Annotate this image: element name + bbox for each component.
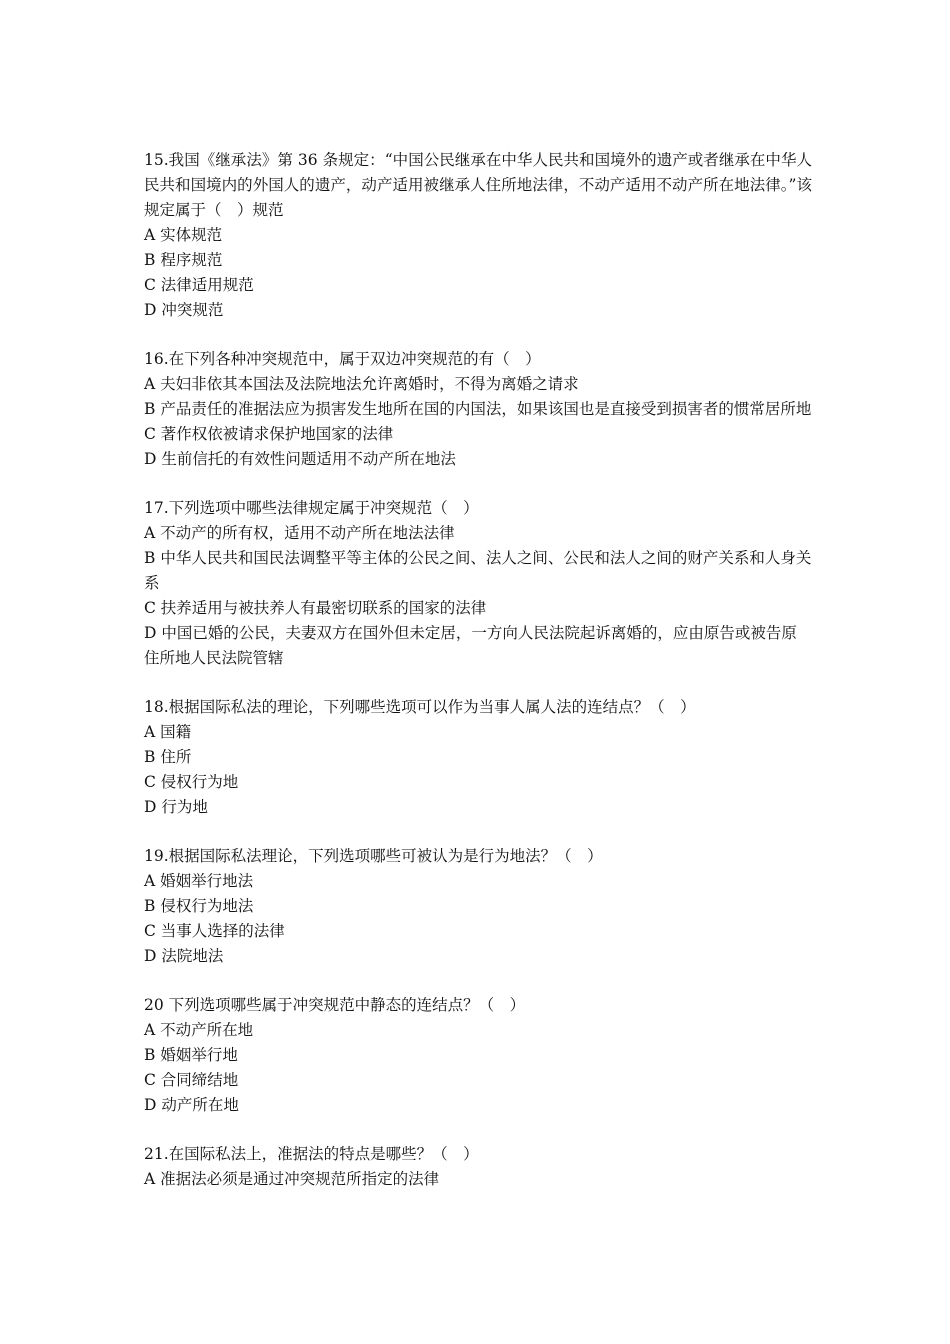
option-d: D 中国已婚的公民，夫妻双方在国外但未定居，一方向人民法院起诉离婚的，应由原告或被告原住所地人民法院管辖 — [144, 624, 797, 667]
question-18 — [144, 695, 812, 820]
option-d: D 冲突规范 — [144, 301, 224, 319]
option-c: C 著作权依被请求保护地国家的法律 — [144, 425, 394, 443]
question-stem: 17.下列选项中哪些法律规定属于冲突规范（ ） — [144, 499, 479, 517]
option-b: B 婚姻举行地 — [144, 1046, 238, 1064]
option-c: C 侵权行为地 — [144, 773, 239, 791]
option-a: A 不动产的所有权，适用不动产所在地法法律 — [144, 524, 455, 542]
question-stem: 18.根据国际私法的理论，下列哪些选项可以作为当事人属人法的连结点？（ ） — [144, 698, 696, 716]
option-b: B 住所 — [144, 748, 192, 766]
option-b: B 产品责任的准据法应为损害发生地所在国的内国法，如果该国也是直接受到损害者的惯常居所地 — [144, 400, 812, 418]
option-c: C 当事人选择的法律 — [144, 922, 285, 940]
option-a: A 实体规范 — [144, 226, 223, 244]
question-stem: 20 下列选项哪些属于冲突规范中静态的连结点？（ ） — [144, 996, 526, 1014]
question-list — [144, 148, 812, 1216]
question-21 — [144, 1142, 812, 1192]
option-a: A 夫妇非依其本国法及法院地法允许离婚时，不得为离婚之请求 — [144, 375, 579, 393]
question-15 — [144, 148, 812, 323]
option-b: B 程序规范 — [144, 251, 223, 269]
question-16 — [144, 347, 812, 472]
question-stem: 19.根据国际私法理论，下列选项哪些可被认为是行为地法？（ ） — [144, 847, 603, 865]
option-a: A 不动产所在地 — [144, 1021, 254, 1039]
option-d: D 生前信托的有效性问题适用不动产所在地法 — [144, 450, 456, 468]
question-19 — [144, 844, 812, 969]
option-d: D 行为地 — [144, 798, 208, 816]
question-stem: 15.我国《继承法》第 36 条规定：“中国公民继承在中华人民共和国境外的遗产或者继承在中华人民共和国境内的外国人的遗产，动产适用被继承人住所地法律，不动产适用不动产所在地法律。”该规定属于（ ）规范 — [144, 151, 812, 219]
option-a: A 婚姻举行地法 — [144, 872, 254, 890]
question-17 — [144, 496, 812, 671]
option-c: C 合同缔结地 — [144, 1071, 239, 1089]
option-c: C 法律适用规范 — [144, 276, 254, 294]
question-stem: 16.在下列各种冲突规范中，属于双边冲突规范的有（ ） — [144, 350, 541, 368]
option-b: B 中华人民共和国民法调整平等主体的公民之间、法人之间、公民和法人之间的财产关系和人身关系 — [144, 549, 812, 592]
option-a: A 准据法必须是通过冲突规范所指定的法律 — [144, 1170, 440, 1188]
option-d: D 法院地法 — [144, 947, 224, 965]
option-c: C 扶养适用与被扶养人有最密切联系的国家的法律 — [144, 599, 487, 617]
option-a: A 国籍 — [144, 723, 192, 741]
question-stem: 21.在国际私法上，准据法的特点是哪些？（ ） — [144, 1145, 479, 1163]
question-20 — [144, 993, 812, 1118]
option-b: B 侵权行为地法 — [144, 897, 254, 915]
option-d: D 动产所在地 — [144, 1096, 239, 1114]
